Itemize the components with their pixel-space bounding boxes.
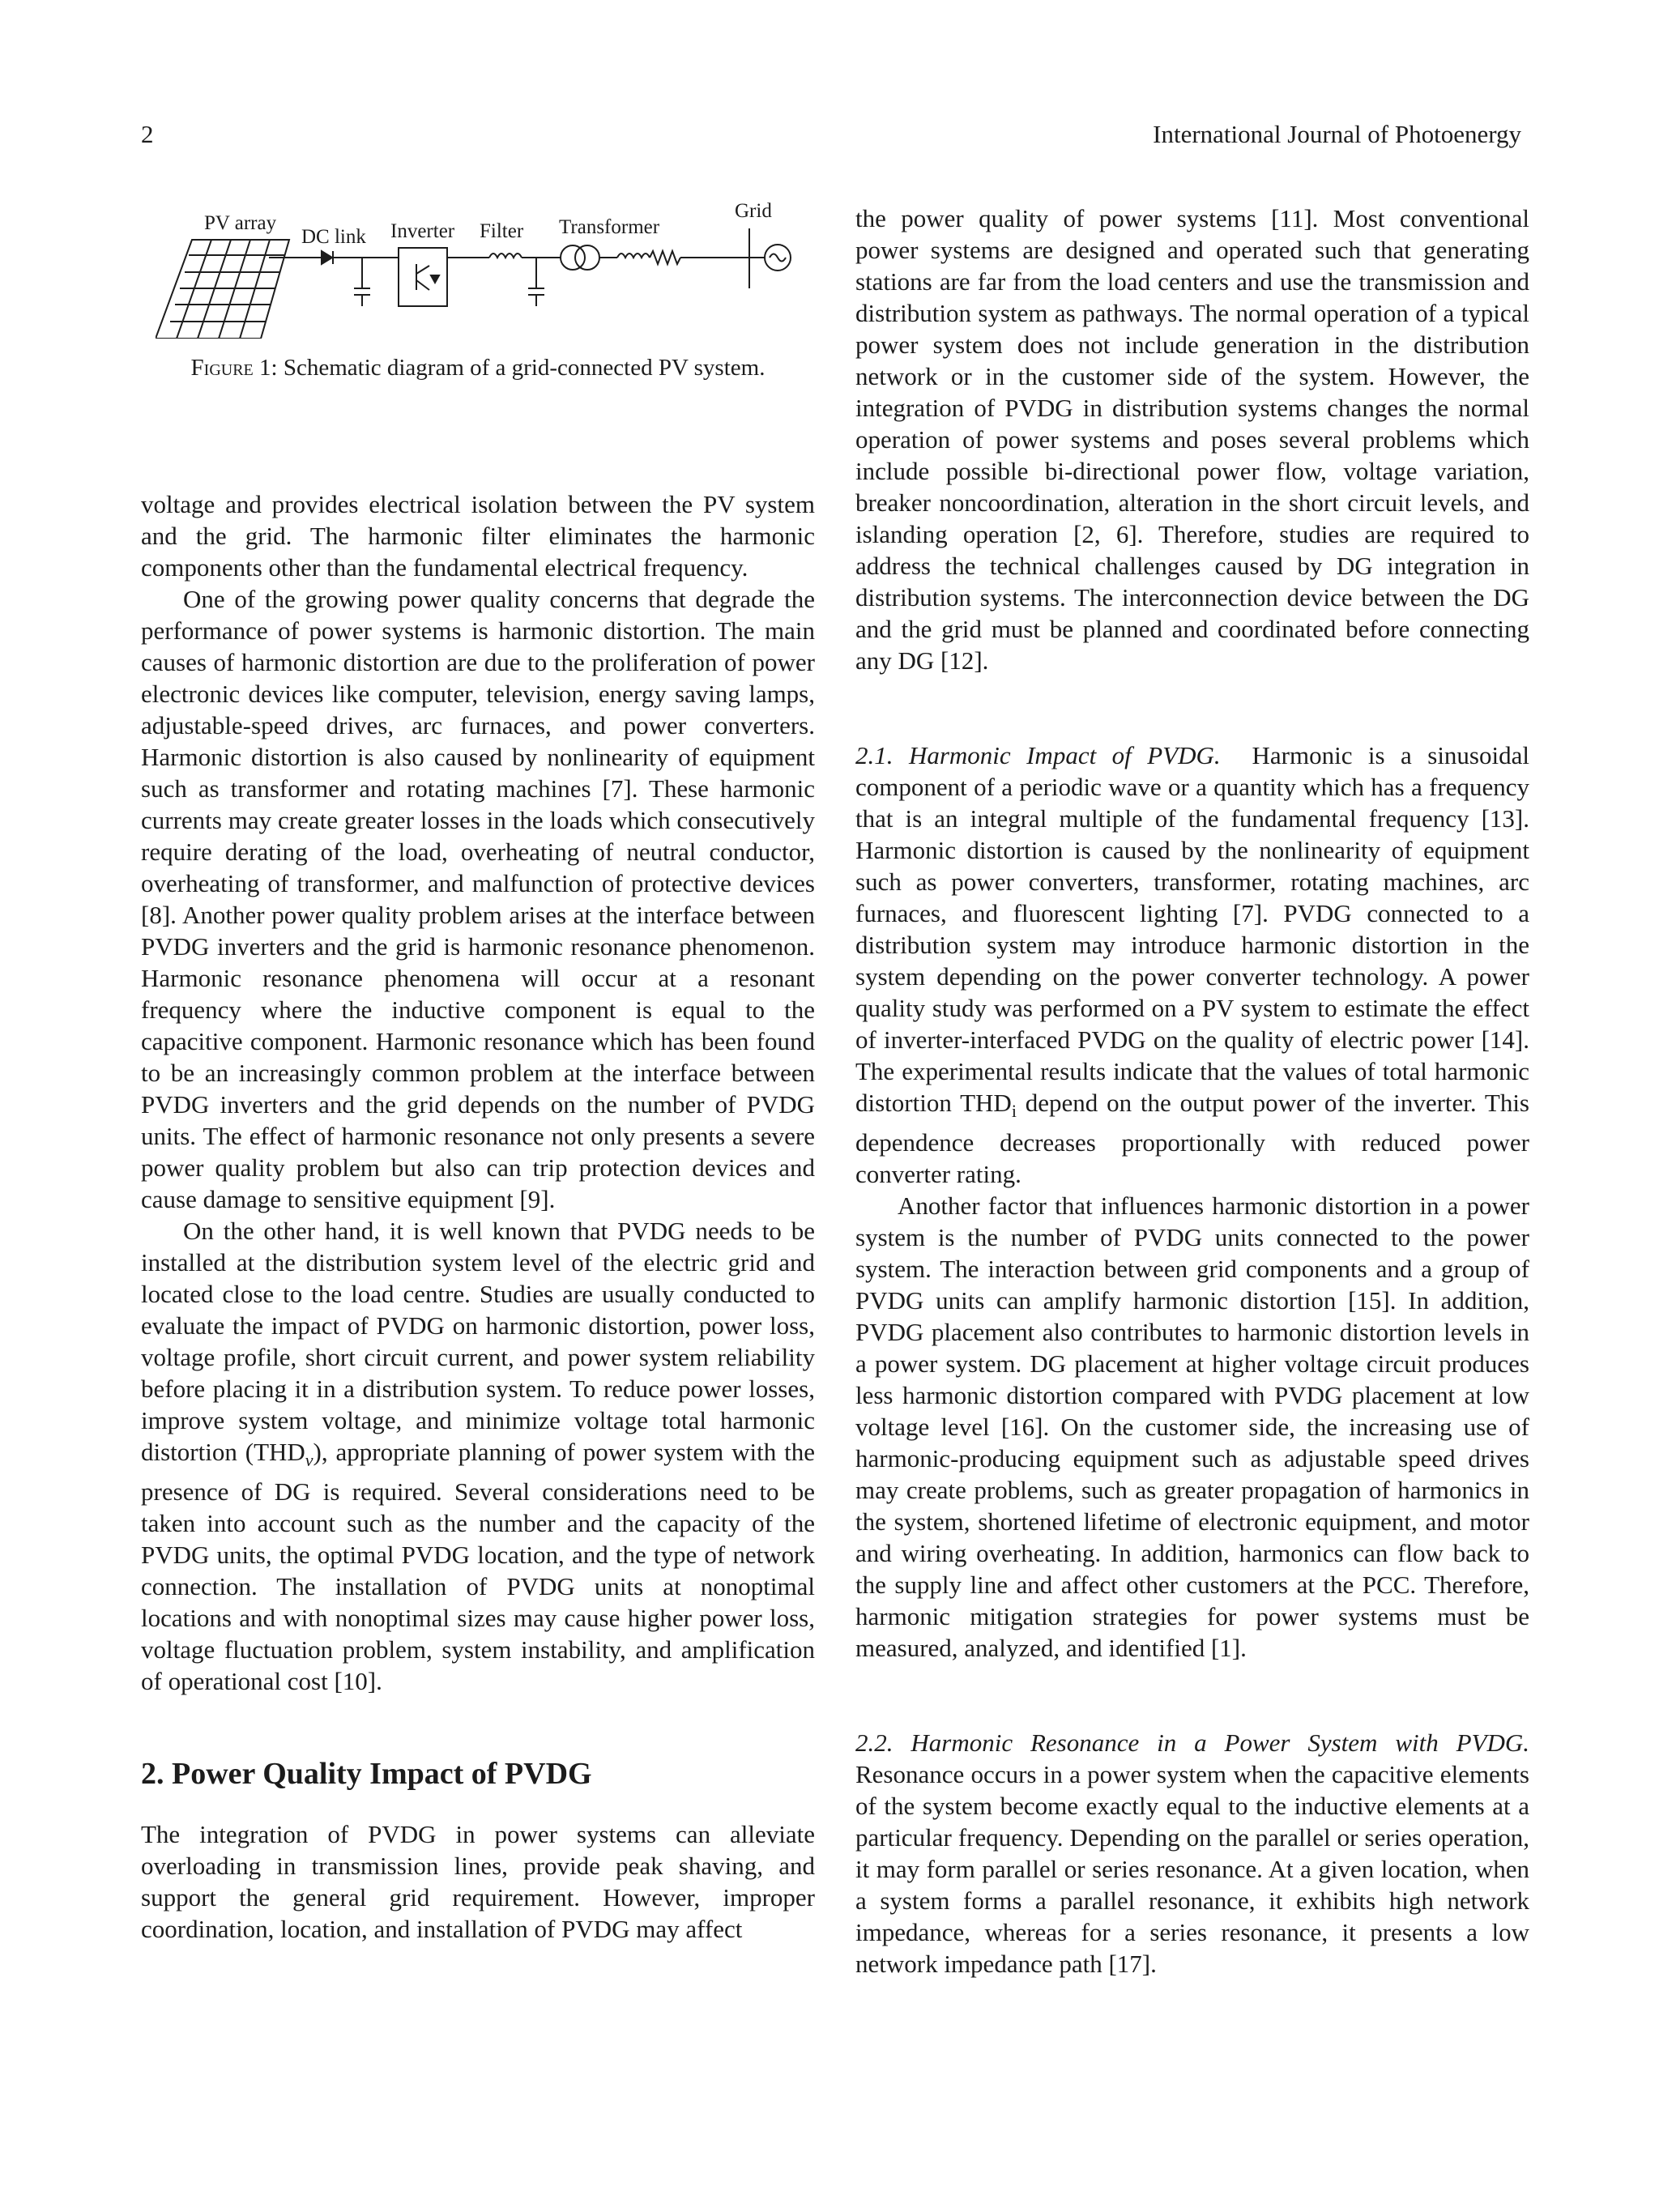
dc-link-label: DC link — [301, 226, 366, 248]
pv-array-label: PV array — [204, 212, 277, 234]
subsection-2-1: 2.1. Harmonic Impact of PVDG. Harmonic is a sinusoidal component of a periodic wave or a quantity which has a frequency that is an integral multiple of the fundamental frequency [13]. Harmonic distortion is caused by the nonlinearity of equipment such as power converters, transformer, rotating machines, arc furnaces, and fluorescent lighting [7]. PVDG connected to a distribution system may introduce harmonic distortion in the system depending on the power converter technology. A power quality study was performed on a PV system to estimate the effect of inverter-interfaced PVDG on the quality of electric power [14]. The experimental results indicate that the values of total harmonic distortion $THD_i$ depend on the output power of the inverter. This dependence decreases proportionally with reduced power converter rating. — [855, 741, 1530, 1189]
subsection-title: 2.2. Harmonic Resonance in a Power System with PVDG. — [855, 1728, 1529, 1758]
paragraph: Another factor that influences harmonic distortion in a power system is the number of PVDG units connected to the power system. The interaction between grid components and a group of PVDG units can amplify harmonic distortion [15]. In addition, PVDG placement also contributes to harmonic distortion levels in a power system. DG placement at higher voltage circuit produces less harmonic distortion compared with PVDG placement at low voltage level [16]. On the customer side, the increasing use of harmonic-producing equipment such as adjustable speed drives may create problems, such as greater propagation of harmonics in the system, shortened lifetime of electronic equipment, and motor and wiring overheating. In addition, harmonics can flow back to the supply line and affect other customers at the PCC. Therefore, harmonic mitigation strategies for power systems must be measured, analyzed, and identified [1]. — [855, 1191, 1529, 1663]
figure-caption-text: Schematic diagram of a grid-connected PV system. — [283, 355, 766, 381]
paragraph: One of the growing power quality concerns that degrade the performance of power systems is harmonic distortion. The main causes of harmonic distortion are due to the proliferation of power electronic devices like computer, television, energy saving lamps, adjustable-speed drives, arc furnaces, and power converters. Harmonic distortion is also caused by nonlinearity of equipment such as transformer and rotating machines [7]. These harmonic currents may create greater losses in the loads which consecutively require derating of the load, overheating of neutral conductor, overheating of transformer, and malfunction of protective devices [8]. Another power quality problem arises at the interface between PVDG inverters and the grid is harmonic resonance phenomenon. Harmonic resonance phenomena will occur at a resonant frequency where the inductive component is equal to the capacitive component. Harmonic resonance which has been found to be an increasingly common problem at the interface between PVDG inverters and the grid depends on the number of PVDG units. The effect of harmonic resonance not only presents a severe power quality problem but also can trip protection devices and cause damage to sensitive equipment [9]. — [141, 585, 815, 1213]
grid-label: Grid — [735, 201, 772, 222]
subsection-title: 2.1. Harmonic Impact of PVDG. — [855, 741, 1221, 769]
line-inductor-icon — [617, 254, 650, 258]
figure-1 — [141, 201, 815, 395]
inverter-label: Inverter — [390, 220, 455, 242]
figure-label: Figure 1: — [190, 355, 278, 381]
subsection-2-2: 2.2. Harmonic Resonance in a Power System with PVDG. Resonance occurs in a power system when the capacitive elements of the system become exactly equal to the inductive elements at a particular frequency. Depending on the parallel or series operation, it may form parallel or series resonance. At a given location, when a system forms a parallel resonance, it exhibits high network impedance, whereas for a series resonance, it presents a low network impedance path [17]. — [855, 1728, 1529, 1979]
journal-name: International Journal of Photoenergy — [1153, 120, 1521, 148]
figure-caption — [141, 353, 815, 382]
pv-array-icon — [156, 240, 289, 339]
page-number: 2 — [141, 120, 154, 148]
line-resistor-icon — [650, 251, 680, 264]
left-column — [141, 488, 815, 1945]
pv-system-schematic — [156, 201, 812, 339]
inverter-icon — [399, 248, 447, 306]
paragraph: The integration of PVDG in power systems can alleviate overloading in transmission lines, provide peak shaving, and support the general grid requirement. However, improper coordination, location, and installation of PVDG may affect — [141, 1820, 815, 1944]
filter-inductor-icon — [489, 254, 522, 258]
paragraph-thd: On the other hand, it is well known that PVDG needs to be installed at the distribution system level of the electric grid and located close to the load centre. Studies are usually conducted to evaluate the impact of PVDG on harmonic distortion, power loss, voltage profile, short circuit current, and power system reliability before placing it in a distribution system. To reduce power losses, improve system voltage, and minimize voltage total harmonic distortion $(THD_v)$, appropriate planning of power system with the presence of DG is required. Several considerations need to be taken into account such as the number and the capacity of the PVDG units, the optimal PVDG location, and the type of network connection. The installation of PVDG units at nonoptimal locations and with nonoptimal sizes may cause higher power loss, voltage fluctuation problem, system instability, and amplification of operational cost [10]. — [141, 1217, 815, 1696]
right-column — [855, 202, 1529, 1980]
diode-icon — [322, 251, 332, 264]
filter-label: Filter — [480, 220, 524, 242]
paragraph: the power quality of power systems [11]. Most conventional power systems are designed and operated such that generating stations are far from the load centers and use the transmission and distribution system as pathways. The normal operation of a typical power system does not include generation in the distribution network or in the customer side of the system. However, the integration of PVDG in distribution systems changes the normal operation of power systems and poses several problems which include possible bi-directional power flow, voltage variation, breaker noncoordination, alteration in the short circuit levels, and islanding operation [2, 6]. Therefore, studies are required to address the technical challenges caused by DG integration in distribution systems. The interconnection device between the DG and the grid must be planned and coordinated before connecting any DG [12]. — [855, 204, 1529, 675]
paragraph: voltage and provides electrical isolation between the PV system and the grid. The harmonic filter eliminates the harmonic components other than the fundamental electrical frequency. — [141, 490, 815, 582]
transformer-label: Transformer — [559, 216, 660, 238]
transformer-icon — [561, 245, 585, 270]
section-heading: 2. Power Quality Impact of PVDG — [141, 1757, 592, 1792]
